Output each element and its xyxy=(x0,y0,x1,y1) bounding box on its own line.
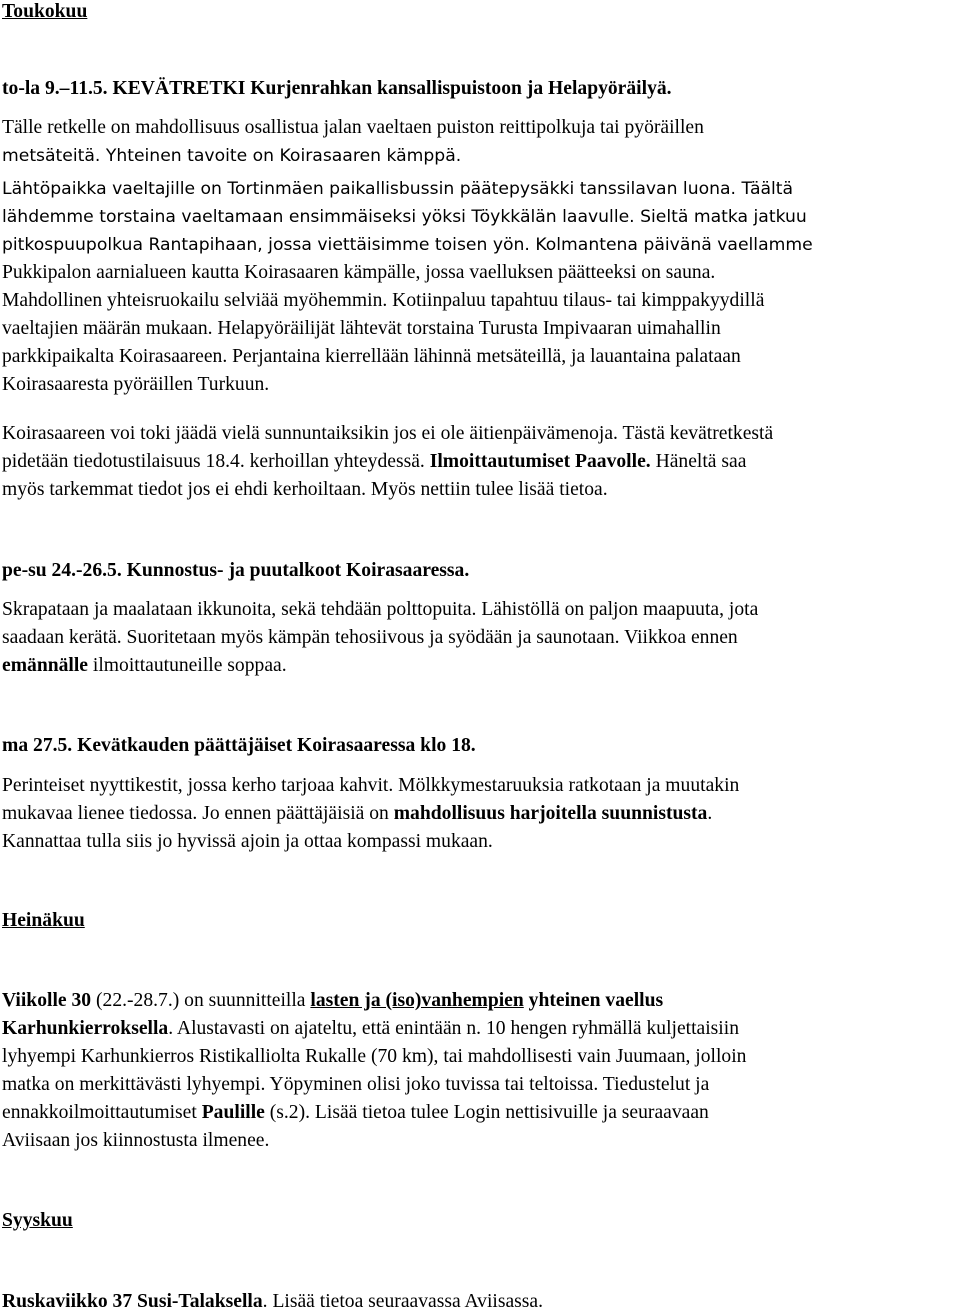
heinakuu-line-2 xyxy=(2,1015,746,1043)
heading-heinakuu: Heinäkuu xyxy=(2,910,85,931)
paattajaiset-line-2 xyxy=(2,800,739,828)
trip-p1-line-4: lähdemme torstaina vaeltamaan ensimmäiseksi yöksi Töykkälän laavulle. Sieltä matka jatkuu xyxy=(2,207,807,227)
talkoot-line-1: Skrapataan ja maalataan ikkunoita, sekä tehdään polttopuita. Lähistöllä on paljon maapuuta, jota xyxy=(2,599,759,620)
heinakuu-line-1-end: yhteinen vaellus xyxy=(523,990,664,1011)
trip-p1-line-3: Lähtöpaikka vaeltajille on Tortinmäen paikallisbussin päätepysäkki tanssilavan luona. Täältä xyxy=(2,179,794,199)
paattajaiset-title-text: ma 27.5. Kevätkauden päättäjäiset Koirasaaressa klo 18. xyxy=(2,735,476,756)
paattajaiset-emphasis: mahdollisuus harjoitella suunnistusta xyxy=(393,803,708,824)
trip-p2-line-2 xyxy=(2,448,773,476)
heinakuu-paragraph xyxy=(2,987,746,1155)
trip-p1-line-5: pitkospuupolkua Rantapihaan, jossa viettäisimme toisen yön. Kolmantena päivänä vaellamme xyxy=(2,235,813,255)
paattajaiset-paragraph xyxy=(2,772,739,856)
talkoot-line-3-text: ilmoittautuneille soppaa. xyxy=(88,655,287,676)
talkoot-emphasis: emännälle xyxy=(2,655,88,676)
heinakuu-target-group: lasten ja (iso)vanhempien xyxy=(310,990,524,1011)
talkoot-line-2: saadaan kerätä. Suoritetaan myös kämpän tehosiivous ja syödään ja saunotaan. Viikkoa ennen xyxy=(2,627,738,648)
registration-contact: Ilmoittautumiset Paavolle. xyxy=(429,451,651,472)
trip-paragraph-2 xyxy=(2,420,773,504)
paattajaiset-title xyxy=(2,732,476,760)
syyskuu-event: Ruskaviikko 37 Susi-Talaksella xyxy=(2,1291,263,1312)
trip-p1-line-7: Mahdollinen yhteisruokailu selviää myöhemmin. Kotiinpaluu tapahtuu tilaus- tai kimppakyydillä xyxy=(2,290,765,311)
trip-p2-text-end: Häneltä saa xyxy=(650,451,747,472)
trip-title xyxy=(2,75,672,103)
heinakuu-line-5 xyxy=(2,1099,746,1127)
paattajaiset-line-2-text: mukavaa lienee tiedossa. Jo ennen päättäjäisiä on xyxy=(2,803,394,824)
heinakuu-line-1-text: (22.-28.7.) on suunnitteilla xyxy=(91,990,311,1011)
paattajaiset-line-2-end: . xyxy=(707,803,713,824)
talkoot-line-3 xyxy=(2,652,758,680)
syyskuu-line-1-text: . Lisää tietoa seuraavassa Aviisassa. xyxy=(262,1291,544,1312)
heinakuu-line-2-text: . Alustavasti on ajateltu, että enintään n. 10 hengen ryhmällä kuljettaisiin xyxy=(168,1018,739,1039)
heading-toukokuu: Toukokuu xyxy=(2,1,88,22)
trip-p2-text: pidetään tiedotustilaisuus 18.4. kerhoillan yhteydessä. xyxy=(2,451,430,472)
talkoot-paragraph xyxy=(2,596,758,680)
paattajaiset-line-1: Perinteiset nyyttikestit, jossa kerho tarjoaa kahvit. Mölkkymestaruuksia ratkotaan ja muutakin xyxy=(2,775,740,796)
trip-title-text: to-la 9.–11.5. KEVÄTRETKI Kurjenrahkan kansallispuistoon ja Helapyöräilyä. xyxy=(2,78,672,99)
talkoot-title xyxy=(2,557,469,585)
trip-p1-line-1: Tälle retkelle on mahdollisuus osallistua jalan vaeltaen puiston reittipolkuja tai pyöräillen xyxy=(2,117,704,138)
talkoot-title-text: pe-su 24.-26.5. Kunnostus- ja puutalkoot Koirasaaressa. xyxy=(2,560,470,581)
heinakuu-line-3: lyhyempi Karhunkierros Ristikalliolta Rukalle (70 km), tai mahdollisesti vain Juumaan, jolloin xyxy=(2,1046,747,1067)
heinakuu-week: Viikolle 30 xyxy=(2,990,92,1011)
trip-p1-line-2: metsäteitä. Yhteinen tavoite on Koirasaaren kämppä. xyxy=(2,146,462,166)
trip-p1-line-8: vaeltajien määrän mukaan. Helapyöräilijät lähtevät torstaina Turusta Impivaaran uimahallin xyxy=(2,318,721,339)
heinakuu-line-5-end: (s.2). Lisää tietoa tulee Login nettisivuille ja seuraavaan xyxy=(264,1102,709,1123)
syyskuu-line-1 xyxy=(2,1288,543,1316)
trip-paragraph-1 xyxy=(2,114,813,399)
heading-syyskuu: Syyskuu xyxy=(2,1210,73,1231)
paattajaiset-line-3: Kannattaa tulla siis jo hyvissä ajoin ja ottaa kompassi mukaan. xyxy=(2,831,493,852)
trip-p2-line-1: Koirasaareen voi toki jäädä vielä sunnuntaiksikin jos ei ole äitienpäivämenoja. Tästä kevätretkestä xyxy=(2,423,774,444)
heinakuu-line-4: matka on merkittävästi lyhyempi. Yöpyminen olisi joko tuvissa tai teltoissa. Tiedustelut ja xyxy=(2,1074,710,1095)
trip-p1-line-9: parkkipaikalta Koirasaareen. Perjantaina kierrellään lähinnä metsäteillä, ja lauantaina palataan xyxy=(2,346,741,367)
heinakuu-contact: Paulille xyxy=(201,1102,265,1123)
trip-p1-line-10: Koirasaaresta pyöräillen Turkuun. xyxy=(2,374,270,395)
heinakuu-line-5-text: ennakkoilmoittautumiset xyxy=(2,1102,202,1123)
heinakuu-line-1 xyxy=(2,987,746,1015)
trip-p2-line-3: myös tarkemmat tiedot jos ei ehdi kerhoiltaan. Myös nettiin tulee lisää tietoa. xyxy=(2,479,608,500)
trip-p1-line-6: Pukkipalon aarnialueen kautta Koirasaaren kämpälle, jossa vaelluksen päätteeksi on sauna. xyxy=(2,262,716,283)
heinakuu-route: Karhunkierroksella xyxy=(2,1018,169,1039)
heinakuu-line-6: Aviisaan jos kiinnostusta ilmenee. xyxy=(2,1130,270,1151)
